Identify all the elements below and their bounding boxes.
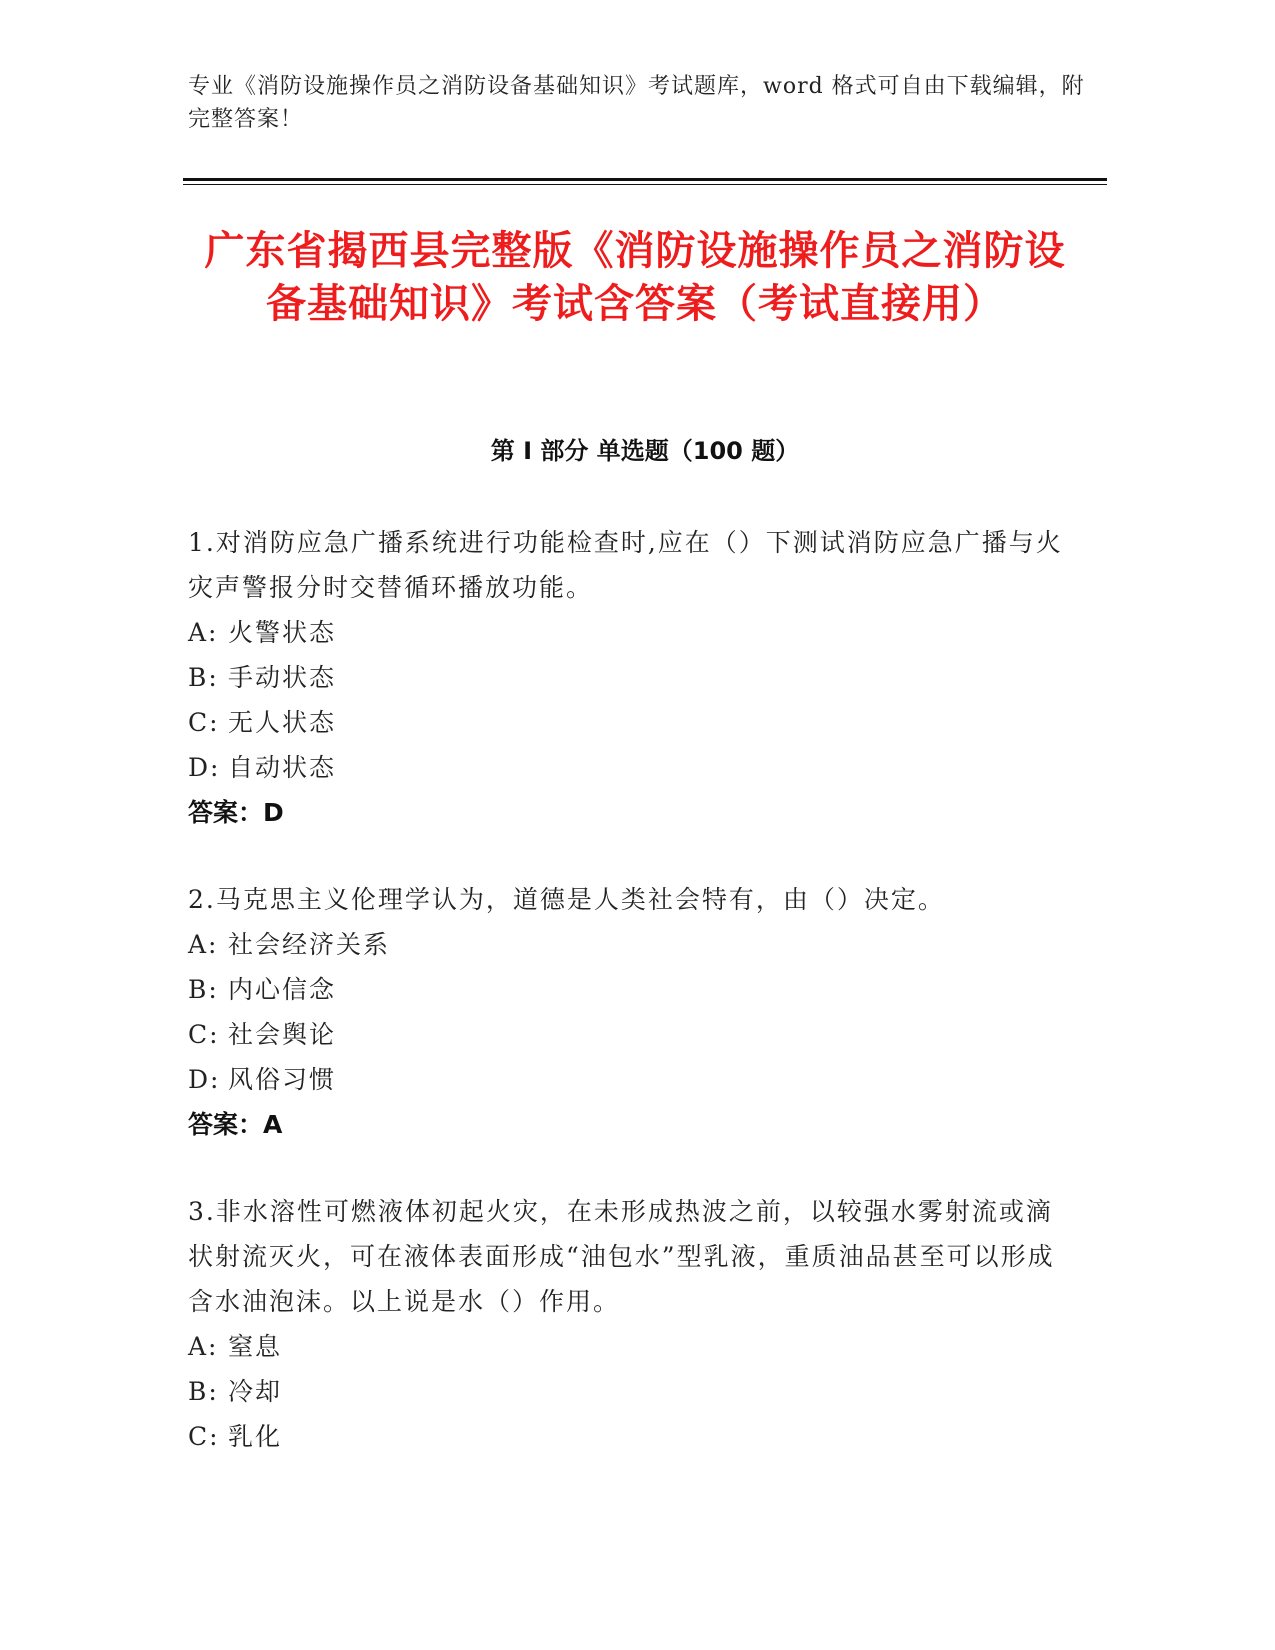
option-text: 火警状态: [228, 618, 337, 647]
option-text: 社会经济关系: [228, 930, 391, 959]
question-stem: 1.对消防应急广播系统进行功能检查时,应在（）下测试消防应急广播与火灾声警报分时交替循环播放功能。: [188, 528, 1063, 602]
option-letter: D:: [188, 1065, 221, 1094]
option-letter: A:: [188, 618, 219, 647]
option-text: 乳化: [228, 1422, 283, 1451]
option-text: 社会舆论: [228, 1020, 337, 1049]
option-letter: B:: [188, 663, 219, 692]
option-text: 风俗习惯: [228, 1065, 337, 1094]
option-text: 自动状态: [228, 753, 337, 782]
section-heading: 第 I 部分 单选题（100 题）: [490, 437, 800, 465]
option-c: [188, 1414, 1068, 1459]
option-text: 冷却: [228, 1377, 283, 1406]
option-letter: B:: [188, 975, 219, 1004]
option-b: [188, 1369, 1068, 1414]
question-3: [188, 1189, 1068, 1459]
option-letter: C:: [188, 1422, 220, 1451]
option-a: [188, 922, 1068, 967]
option-d: [188, 745, 1068, 790]
option-text: 手动状态: [228, 663, 337, 692]
option-text: 内心信念: [228, 975, 337, 1004]
question-1: [188, 520, 1068, 835]
option-letter: B:: [188, 1377, 219, 1406]
question-2: [188, 877, 1068, 1147]
question-stem: 3.非水溶性可燃液体初起火灾，在未形成热波之前，以较强水雾射流或滴状射流灭火，可在液体表面形成“油包水”型乳液，重质油品甚至可以形成含水油泡沫。以上说是水（）作用。: [188, 1197, 1055, 1316]
question-stem: 2.马克思主义伦理学认为，道德是人类社会特有，由（）决定。: [188, 885, 945, 914]
option-b: [188, 655, 1068, 700]
option-text: 窒息: [228, 1332, 283, 1361]
header-divider-thin: [183, 184, 1107, 185]
option-letter: C:: [188, 708, 220, 737]
header-note: 专业《消防设施操作员之消防设备基础知识》考试题库，word 格式可自由下载编辑，附完整答案！: [188, 74, 1085, 132]
option-letter: A:: [188, 930, 219, 959]
option-b: [188, 967, 1068, 1012]
document-title: 广东省揭西县完整版《消防设施操作员之消防设备基础知识》考试含答案（考试直接用）: [204, 228, 1066, 327]
option-c: [188, 700, 1068, 745]
header-divider-thick: [183, 178, 1107, 181]
question-list: [188, 520, 1068, 1501]
option-a: [188, 1324, 1068, 1369]
option-text: 无人状态: [228, 708, 337, 737]
option-letter: D:: [188, 753, 221, 782]
option-letter: C:: [188, 1020, 220, 1049]
option-c: [188, 1012, 1068, 1057]
option-letter: A:: [188, 1332, 219, 1361]
answer-line: 答案：A: [188, 1110, 283, 1139]
answer-line: 答案：D: [188, 798, 284, 827]
option-d: [188, 1057, 1068, 1102]
option-a: [188, 610, 1068, 655]
